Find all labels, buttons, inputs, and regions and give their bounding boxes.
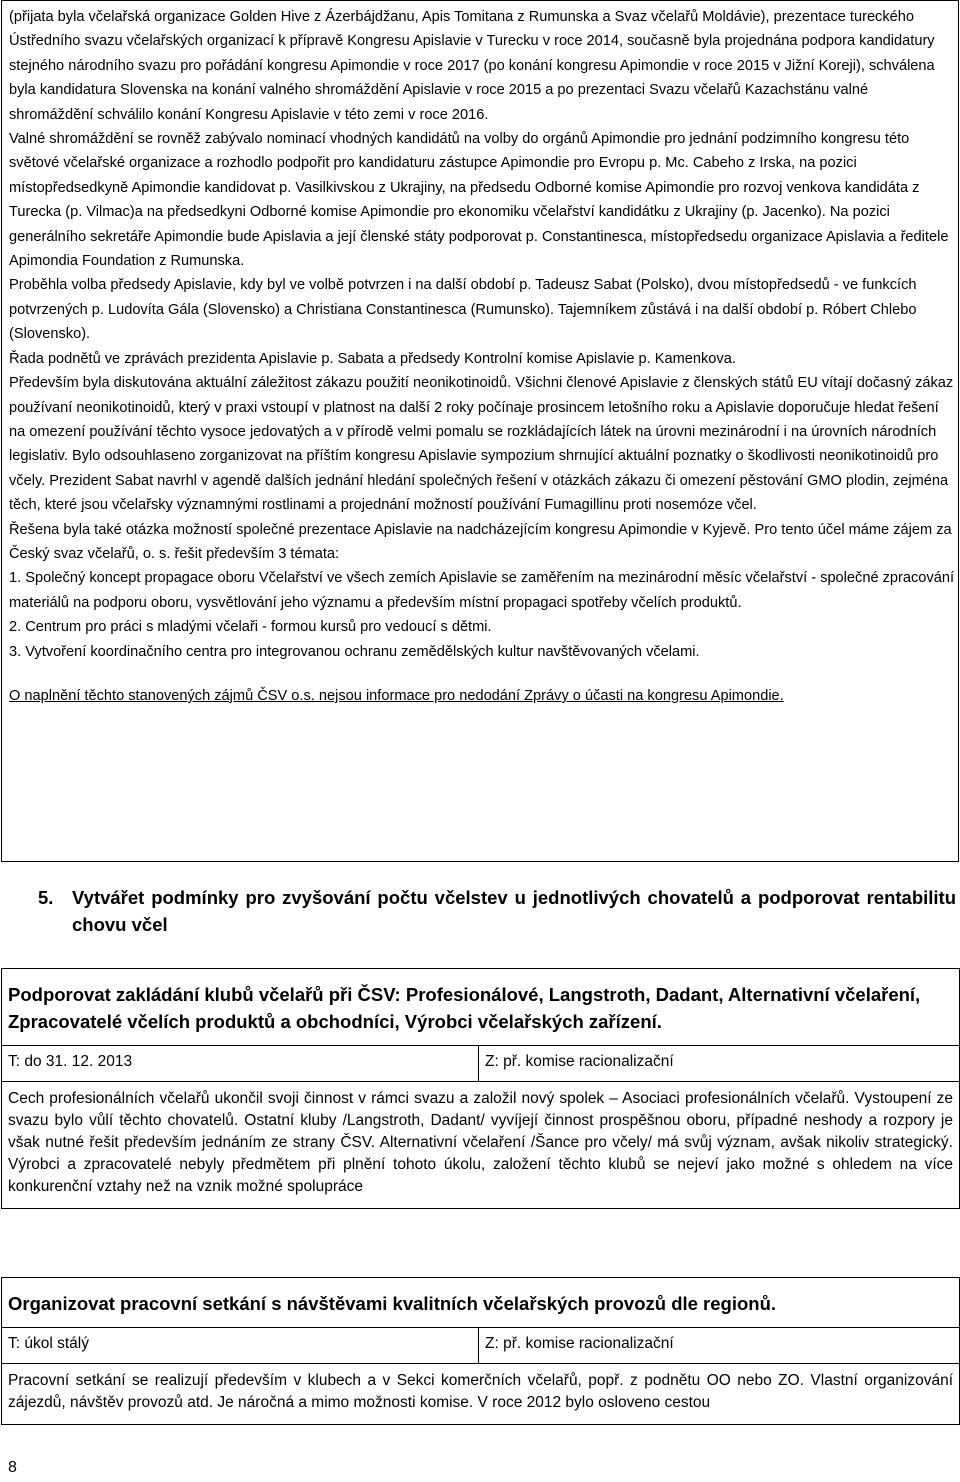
text-frame-content: [9, 5, 955, 708]
paragraph-election: Proběhla volba předsedy Apislavie, kdy byl ve volbě potvrzen i na další období p. Tadeusz Sabat (Polsko), dvou místopředsedů - ve funkcích potvrzených p. Ludovíta Gála (Slovensko) a Christiana Constantinesca (Rumunsko). Tajemníkem zůstává i na další období p. Róbert Chlebo (Slovensko).: [9, 277, 917, 343]
task-responsible: Z: př. komise racionalizační: [479, 1328, 960, 1364]
page-number: 8: [8, 1459, 17, 1476]
text-frame: [1, 0, 959, 862]
task-term: T: úkol stálý: [2, 1328, 479, 1364]
task-title: Podporovat zakládání klubů včelařů při ČSV: Profesionálové, Langstroth, Dadant, Alternativní včelaření, Zpracovatelé včelích produktů a obchodníci, Výrobci včelařských zařízení.: [2, 969, 960, 1046]
task-result: Pracovní setkání se realizují především v klubech a v Sekci komerčních včelařů, popř. z podnětu OO nebo ZO. Vlastní organizování zájezdů, návštěv provozů atd. Je náročná a mimo možnosti komise. V roce 2012 bylo osloveno cestou: [2, 1364, 960, 1425]
section-title: Vytvářet podmínky pro zvyšování počtu včelstev u jednotlivých chovatelů a podporovat rentabilitu chovu včel: [72, 887, 956, 935]
paragraph-apimondie-nominations: Valné shromáždění se rovněž zabývalo nominací vhodných kandidátů na volby do orgánů Apimondie pro jednání podzimního kongresu této světové včelařské organizace a rozhodlo podpořit pro kandidaturu zástupce Apimondie pro Evropu p. Mc. Cabeho z Irska, na pozici místopředsedkyně Apimondie kandidovat p. Vasilkivskou z Ukrajiny, na předsedu Odborné komise Apimondie pro rozvoj venkova kandidáta z Turecka (p. Vilmac)a na předsedkyni Odborné komise Apimondie pro ekonomiku včelařství kandidátku z Ukrajiny (p. Jacenko). Na pozici generálního sekretáře Apimondie bude Apislavia a její členské státy podporovat p. Constantinesca, místopředsedu organizace Apislavia a ředitele Apimondia Foundation z Rumunska.: [9, 131, 949, 270]
section-number: 5.: [38, 887, 54, 908]
spacer: [9, 664, 955, 684]
task-term: T: do 31. 12. 2013: [2, 1046, 479, 1082]
list-item-3: 3. Vytvoření koordinačního centra pro integrovanou ochranu zemědělských kultur navštěvovaných včelami.: [9, 643, 700, 660]
paragraph-neonicotinoids: Především byla diskutována aktuální záležitost zákazu použití neonikotinoidů. Všichni členové Apislavie z členských států EU vítají dočasný zákaz používaní neonikotinoidů, který v praxi vstoupí v platnost na další 2 roky počínaje prosincem letošního roku a Apislavie doporučuje hledat řešení na omezení používání těchto vysoce jedovatých a v přírodě velmi pomalu se rozkládajících látek na úrovni mezinárodní i na úrovních národních legislativ. Bylo odsouhlaseno zorganizovat na příštím kongresu Apislavie sympozium shrnující aktuální poznatky o škodlivosti neonikotinoidů pro včely. Prezident Sabat navrhl v agendě dalších jednání hledání společných řešení v otázkách zákazu či omezení pěstování GMO plodin, zejména těch, které jsou včelařsky významnými rostlinami a projednání možností používání Fumagillinu proti nosemóze včel.: [9, 375, 954, 514]
task-table-meetings: [1, 1277, 960, 1425]
paragraph-apislavia-members: (přijata byla včelařská organizace Golden Hive z Ázerbájdžanu, Apis Tomitana z Rumunska a Svaz včelařů Moldávie), prezentace tureckého Ústředního svazu včelařských organizací k přípravě Kongresu Apislavie v Turecku v roce 2014, současně byla projednána podpora kandidatury stejného národního svazu pro pořádání kongresu Apimondie v roce 2017 (po konání kongresu Apimondie v roce 2015 v Jižní Koreji), schválena byla kandidatura Slovenska na konání valného shromáždění Apislavie v roce 2015 a po prezentaci Svazu včelařů Kazachstánu valné shromáždění schválilo konání Kongresu Apislavie v této zemi v roce 2016.: [9, 9, 935, 123]
paragraph-kyiv-presentation: Řešena byla také otázka možností společné prezentace Apislavie na nadcházejícím kongresu Apimondie v Kyjevě. Pro tento účel máme zájem za Český svaz včelařů, o. s. řešit především 3 témata:: [9, 521, 952, 562]
paragraph-reports: Řada podnětů ve zprávách prezidenta Apislavie p. Sabata a předsedy Kontrolní komise Apislavie p. Kamenkova.: [9, 350, 736, 367]
task-responsible: Z: př. komise racionalizační: [479, 1046, 960, 1082]
task-result: Cech profesionálních včelařů ukončil svoji činnost v rámci svazu a založil nový spolek – Asociaci profesionálních včelařů. Vystoupení ze svazu bylo vůlí těchto chovatelů. Ostatní kluby /Langstroth, Dadant/ vyvíjejí činnost prospěšnou oboru, případné neshody a rozpory je však nutné řešit především jednáním ze strany ČSV. Alternativní včelaření /Šance pro včely/ má svůj význam, avšak nikoliv strategický. Výrobci a zpracovatelé nebyly předmětem při plnění tohoto úkolu, založení těchto klubů se nejeví jako možné s ohledem na více konkurenční vztahy než na vznik možné spolupráce: [2, 1082, 960, 1209]
underlined-note: O naplnění těchto stanovených zájmů ČSV o.s. nejsou informace pro nedodání Zprávy o účasti na kongresu Apimondie.: [9, 687, 784, 704]
task-table-clubs: [1, 968, 960, 1209]
task-title: Organizovat pracovní setkání s návštěvami kvalitních včelařských provozů dle regionů.: [2, 1278, 960, 1328]
list-item-1: 1. Společný koncept propagace oboru Včelařství ve všech zemích Apislavie se zaměřením na mezinárodní měsíc včelařství - společné zpracování materiálů na podporu oboru, vysvětlování jeho významu a především místní propagaci spotřeby včelích produktů.: [9, 570, 955, 611]
list-item-2: 2. Centrum pro práci s mladými včelaři - formou kursů pro vedoucí s dětmi.: [9, 619, 492, 636]
